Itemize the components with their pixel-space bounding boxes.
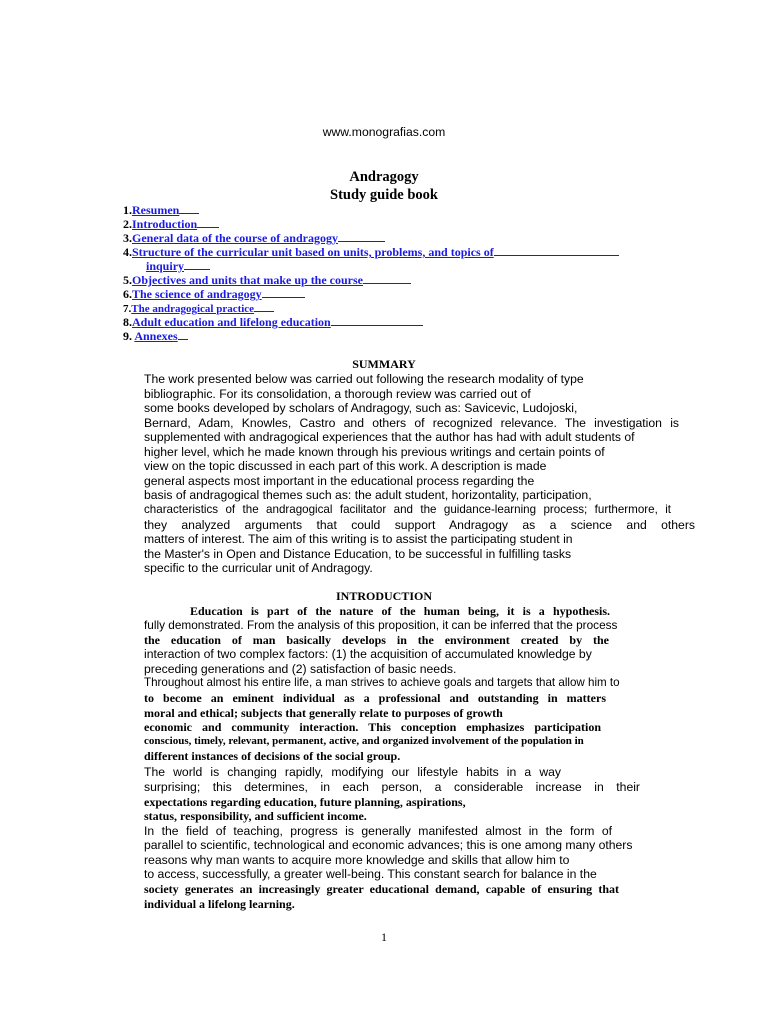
summary-line: they analyzed arguments that could support Andragogy as a science and others	[144, 518, 695, 532]
summary-line: bibliographic. For its consolidation, a thorough review was carried out of	[144, 387, 531, 401]
intro-line: expectations regarding education, future planning, aspirations,	[144, 795, 466, 809]
summary-line: characteristics of the andragogical facilitator and the guidance-learning process; furthermore, it	[144, 503, 671, 516]
intro-line: reasons why man wants to acquire more knowledge and skills that allow him to	[144, 853, 570, 867]
toc-item-8[interactable]: 8.Adult education and lifelong education	[123, 315, 423, 330]
intro-line: different instances of decisions of the social group.	[144, 749, 401, 763]
toc-link-adult-education[interactable]: Adult education and lifelong education	[132, 315, 331, 329]
toc-item-2[interactable]: 2.Introduction	[123, 217, 219, 232]
intro-line: economic and community interaction. This conception emphasizes participation	[144, 720, 601, 734]
toc-item-9[interactable]: 9. Annexes	[123, 329, 188, 344]
toc-item-4-cont[interactable]	[146, 259, 210, 274]
toc-item-4[interactable]: 4.Structure of the curricular unit based on units, problems, and topics of	[123, 245, 619, 260]
summary-line: the Master's in Open and Distance Education, to be successful in fulfilling tasks	[144, 547, 572, 561]
toc-item-1[interactable]: 1.Resumen	[123, 203, 199, 218]
intro-line: parallel to scientific, technological and economic advances; this is one among many others	[144, 838, 633, 852]
intro-line: surprising; this determines, in each person, a considerable increase in their	[144, 780, 640, 794]
summary-line: matters of interest. The aim of this writing is to assist the participating student in	[144, 532, 573, 546]
intro-line: to become an eminent individual as a professional and outstanding in matters	[144, 691, 606, 705]
introduction-heading: INTRODUCTION	[335, 589, 432, 603]
summary-line: view on the topic discussed in each part of this work. A description is made	[144, 459, 547, 473]
toc-link-objectives[interactable]: Objectives and units that make up the course	[132, 273, 364, 287]
toc-link-introduction[interactable]: Introduction	[132, 217, 198, 231]
toc-link-practice[interactable]: The andragogical practice	[131, 303, 255, 315]
summary-line: The work presented below was carried out following the research modality of type	[144, 372, 584, 386]
intro-line: preceding generations and (2) satisfaction of basic needs.	[144, 662, 457, 676]
toc-item-7[interactable]: 7.The andragogical practice	[123, 301, 274, 315]
toc-link-general-data[interactable]: General data of the course of andragogy	[132, 231, 338, 245]
toc-link-science[interactable]: The science of andragogy	[132, 287, 262, 301]
summary-line: some books developed by scholars of Andragogy, such as: Savicevic, Ludojoski,	[144, 401, 578, 415]
toc-link-resumen[interactable]: Resumen	[132, 203, 180, 217]
toc-item-5[interactable]: 5.Objectives and units that make up the course	[123, 273, 411, 288]
summary-line: specific to the curricular unit of Andragogy.	[144, 561, 373, 575]
toc-link-annexes[interactable]: Annexes	[134, 329, 178, 343]
intro-line: In the field of teaching, progress is generally manifested almost in the form of	[144, 824, 612, 838]
page-number: 1	[381, 930, 387, 944]
summary-line: supplemented with andragogical experiences that the author has had with adult students of	[144, 430, 635, 444]
intro-line: to access, successfully, a greater well-being. This constant search for balance in the	[144, 867, 597, 881]
toc-item-6[interactable]: 6.The science of andragogy	[123, 287, 305, 302]
summary-line: Bernard, Adam, Knowles, Castro and others of recognized relevance. The investigation is	[144, 416, 679, 430]
intro-line: conscious, timely, relevant, permanent, active, and organized involvement of the population in	[144, 735, 584, 747]
site-header: www.monografias.com	[322, 125, 446, 139]
summary-heading: SUMMARY	[352, 357, 416, 371]
intro-line: status, responsibility, and sufficient income.	[144, 809, 367, 823]
toc-item-3[interactable]: 3.General data of the course of andragogy	[123, 231, 385, 246]
intro-line: interaction of two complex factors: (1) the acquisition of accumulated knowledge by	[144, 647, 592, 661]
toc-link-inquiry[interactable]: inquiry	[146, 259, 185, 273]
summary-line: higher level, which he made known through his previous writings and certain points of	[144, 445, 605, 459]
summary-line: basis of andragogical themes such as: the adult student, horizontality, participation,	[144, 488, 592, 502]
intro-line: Education is part of the nature of the human being, it is a hypothesis.	[190, 604, 610, 618]
toc-link-structure[interactable]: Structure of the curricular unit based on units, problems, and topics of	[132, 245, 494, 259]
intro-line: the education of man basically develops in the environment created by the	[144, 633, 609, 647]
document-title: Andragogy	[349, 169, 419, 185]
intro-line: The world is changing rapidly, modifying our lifestyle habits in a way	[144, 765, 561, 779]
intro-line: moral and ethical; subjects that generally relate to purposes of growth	[144, 706, 503, 720]
document-subtitle: Study guide book	[330, 187, 438, 203]
intro-line: fully demonstrated. From the analysis of this proposition, it can be inferred that the process	[144, 618, 618, 632]
summary-line: general aspects most important in the educational process regarding the	[144, 474, 535, 488]
intro-line: society generates an increasingly greater educational demand, capable of ensuring that	[144, 882, 619, 896]
intro-line: Throughout almost his entire life, a man strives to achieve goals and targets that allow him to	[144, 676, 620, 689]
intro-line: individual a lifelong learning.	[144, 897, 295, 911]
